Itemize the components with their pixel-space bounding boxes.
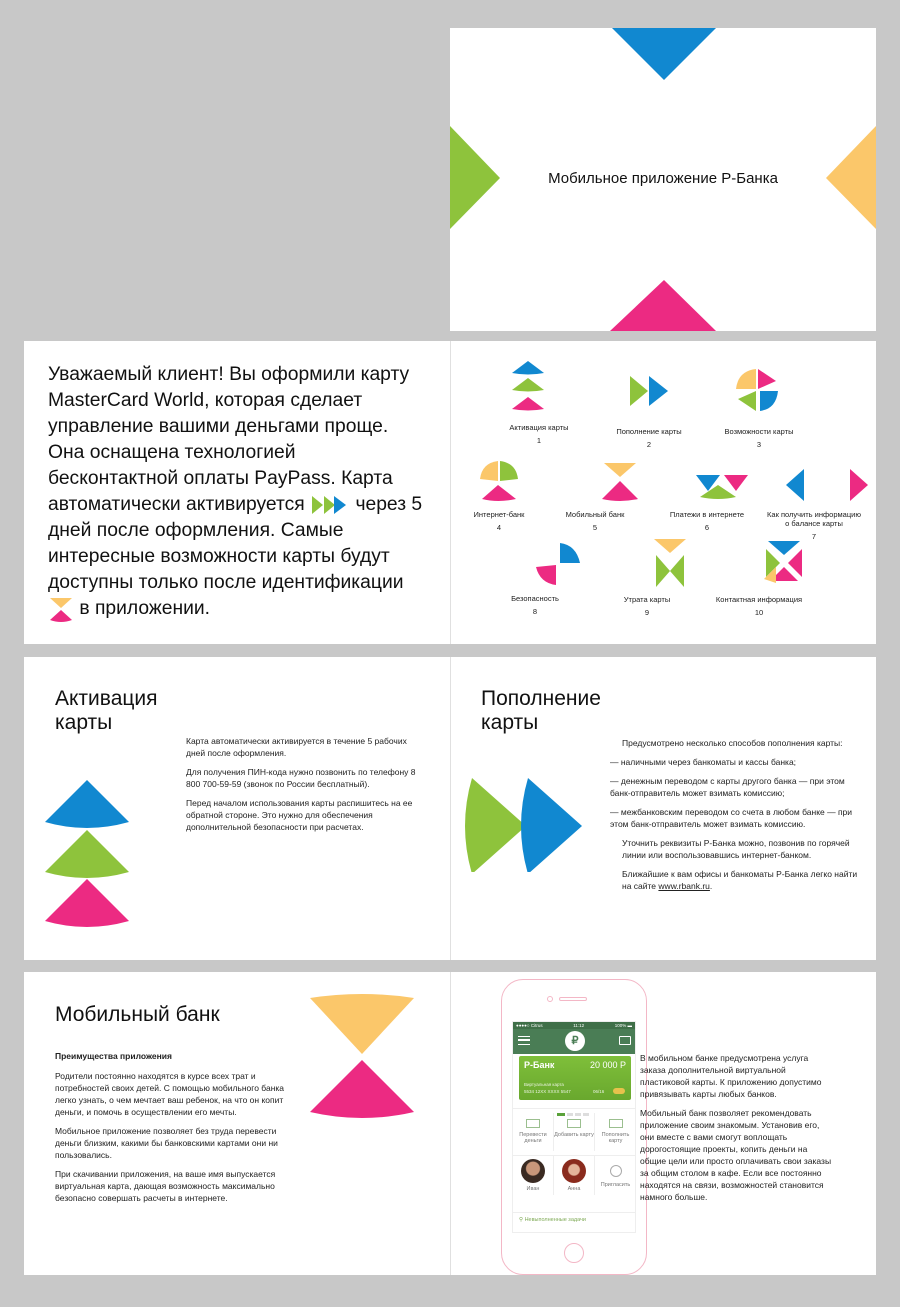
nav-icon-2 (630, 376, 668, 406)
nav-item-10[interactable]: Контактная информация 10 (715, 595, 803, 617)
phone-camera (547, 996, 553, 1002)
mobile-r1: В мобильном банке предусмотрена услуга заказа дополнительной виртуальной пластиковой карты. К приложению допустимо привязывать карты любых банков. (640, 1053, 822, 1099)
tasks-link[interactable]: ⚲ Невыполненные задачи (513, 1212, 636, 1233)
activation-graphic (24, 757, 144, 947)
mobile-text (55, 1050, 287, 1211)
intro-spread (24, 341, 876, 644)
status-bar: ●●●●○ Citrus 11:12 100% ▬ (513, 1022, 635, 1029)
home-button[interactable] (564, 1243, 584, 1263)
topup-p2: Ближайшие к вам офисы и банкоматы Р-Банка легко найти на сайте www.rbank.ru. (622, 869, 858, 891)
nav-item-9[interactable]: Утрата карты 9 (623, 595, 671, 617)
add-card-button[interactable]: Добавить карту (554, 1113, 595, 1151)
virtual-card[interactable] (519, 1056, 631, 1100)
contact-ivan[interactable]: Иван (513, 1155, 554, 1195)
activation-p2: Для получения ПИН-кода нужно позвонить по телефону 8 800 700-59-59 (звонок по России бесплатный). (186, 767, 416, 789)
activation-text (186, 735, 418, 840)
activation-spread (24, 657, 876, 960)
nav-item-4[interactable]: Интернет-банк 4 (473, 510, 525, 532)
card-exp: 06/16 (593, 1089, 605, 1094)
intro-text-3: в приложении. (79, 598, 211, 620)
topup-intro: Предусмотрено несколько способов пополнения карты: (622, 738, 843, 748)
topup-item-3: — межбанковским переводом со счета в любом банке — при этом банк-отправитель может взимать комиссию. (610, 807, 853, 829)
phone-speaker (559, 997, 587, 1001)
contact-anna[interactable]: Анна (554, 1155, 595, 1195)
intro-text-1: Уважаемый клиент! Вы оформили карту MasterCard World, которая сделает управление вашими деньгами проще. Она оснащена технологией бесконтактной оплаты PayPass. Карта автоматически активируется (48, 364, 410, 515)
topup-title: Пополнение карты (481, 687, 601, 734)
invite-button[interactable]: Пригласить (595, 1155, 636, 1195)
website-link[interactable]: www.rbank.ru (658, 881, 710, 891)
blue-triangle (612, 28, 716, 80)
topup-p1: Уточнить реквизиты Р-Банка можно, позвонив по горячей линии или воспользовавшись интернет-банком. (622, 838, 850, 860)
nav-icon-10 (764, 541, 802, 583)
invite-icon (610, 1165, 622, 1177)
cover-title: Мобильное приложение Р-Банка (548, 170, 778, 187)
mobile-graphic (306, 994, 420, 1126)
topup-icon (609, 1119, 623, 1128)
bank-logo-icon: ₽ (565, 1031, 585, 1051)
hourglass-icon (48, 596, 74, 622)
card-number: 5534 12XX XXXX 5547 (524, 1089, 571, 1094)
transfer-icon (526, 1119, 540, 1128)
activation-p3: Перед началом использования карты распишитесь на ее обратной стороне. Это нужно для обеспечения дополнительной безопасности при расчетах. (186, 798, 413, 832)
card-amount: 20 000 Р (589, 1060, 626, 1070)
nav-item-6[interactable]: Платежи в интернете 6 (669, 510, 745, 532)
nav-item-7[interactable]: Как получить информацию о балансе карты 7 (767, 510, 861, 541)
nav-item-8[interactable]: Безопасность 8 (511, 594, 559, 616)
avatar (521, 1159, 545, 1183)
card-label: Виртуальная карта (524, 1082, 564, 1087)
nav-icon-4 (480, 461, 518, 501)
spread-fold (450, 972, 451, 1275)
topup-item-2: — денежным переводом с карты другого банка — при этом банк-отправитель может взимать комиссию; (610, 776, 845, 798)
mobile-title: Мобильный банк (55, 1003, 220, 1026)
card-bank: Р-Банк (524, 1060, 555, 1070)
chat-icon[interactable] (619, 1036, 631, 1045)
mobile-subtitle: Преимущества приложения (55, 1051, 172, 1061)
app-screen (512, 1021, 636, 1233)
pink-triangle (610, 280, 716, 331)
topup-graphic (464, 772, 604, 872)
nav-icon-1 (512, 361, 544, 411)
topup-card-button[interactable]: Пополнить карту (595, 1113, 636, 1151)
topup-item-1: — наличными через банкоматы и кассы банка; (610, 757, 797, 767)
nav-item-5[interactable]: Мобильный банк 5 (565, 510, 625, 532)
app-header (513, 1029, 635, 1054)
nav-item-2[interactable]: Пополнение карты 2 (616, 427, 682, 449)
intro-text (48, 362, 428, 622)
nav-icon-7 (786, 469, 868, 501)
mobile-p1: Родители постоянно находятся в курсе всех трат и потребностей своих детей. С помощью мобильного банка легко узнать, о чем мечтает ваш ребенок, на что он копит деньги, и помочь в осуществлении его мечты. (55, 1071, 285, 1117)
mobile-right-text (640, 1052, 832, 1210)
spread-fold (450, 657, 451, 960)
nav-item-1[interactable]: Активация карты 1 (509, 423, 569, 445)
avatar (562, 1159, 586, 1183)
nav-icon-6 (696, 475, 748, 499)
nav-icon-9 (654, 539, 686, 587)
nav-item-3[interactable]: Возможности карты 3 (724, 427, 794, 449)
action-grid (513, 1108, 636, 1208)
add-card-icon (567, 1119, 581, 1128)
card-pager[interactable] (557, 1103, 593, 1106)
nav-icon-8 (536, 543, 580, 585)
topup-text (610, 737, 860, 899)
card-toggle[interactable] (613, 1088, 625, 1094)
activation-p1: Карта автоматически активируется в течение 5 рабочих дней после оформления. (186, 736, 407, 758)
mobile-p2: Мобильное приложение позволяет без труда перевести деньги близким, какими бы банковскими картами они ни пользовались. (55, 1126, 278, 1160)
arrows-icon (310, 494, 350, 516)
activation-title: Активация карты (55, 687, 158, 734)
mobile-p3: При скачивании приложения, на ваше имя выпускается виртуальная карта, дающая возможность максимально безопасно совершать расчеты в интернете. (55, 1169, 276, 1203)
menu-icon[interactable] (518, 1036, 530, 1045)
phone-mockup (501, 979, 647, 1275)
transfer-button[interactable]: Перевести деньги (513, 1113, 554, 1151)
nav-icon-5 (602, 463, 638, 501)
mobile-r2: Мобильный банк позволяет рекомендовать приложение своим знакомым. Установив его, они вместе с вами смогут воплощать дорогостоящие проекты, копить деньги на общие цели или просто оплачивать свои заказы за общим столом в кафе. Если все постоянно находятся на связи, возможностей становится намного больше. (640, 1108, 832, 1202)
intro-text-2: через 5 дней после оформления. Самые интересные возможности карты будут доступны только после идентификации (48, 494, 423, 593)
nav-icon-3 (736, 369, 778, 411)
mobile-spread (24, 972, 876, 1275)
cover-page (450, 28, 876, 331)
